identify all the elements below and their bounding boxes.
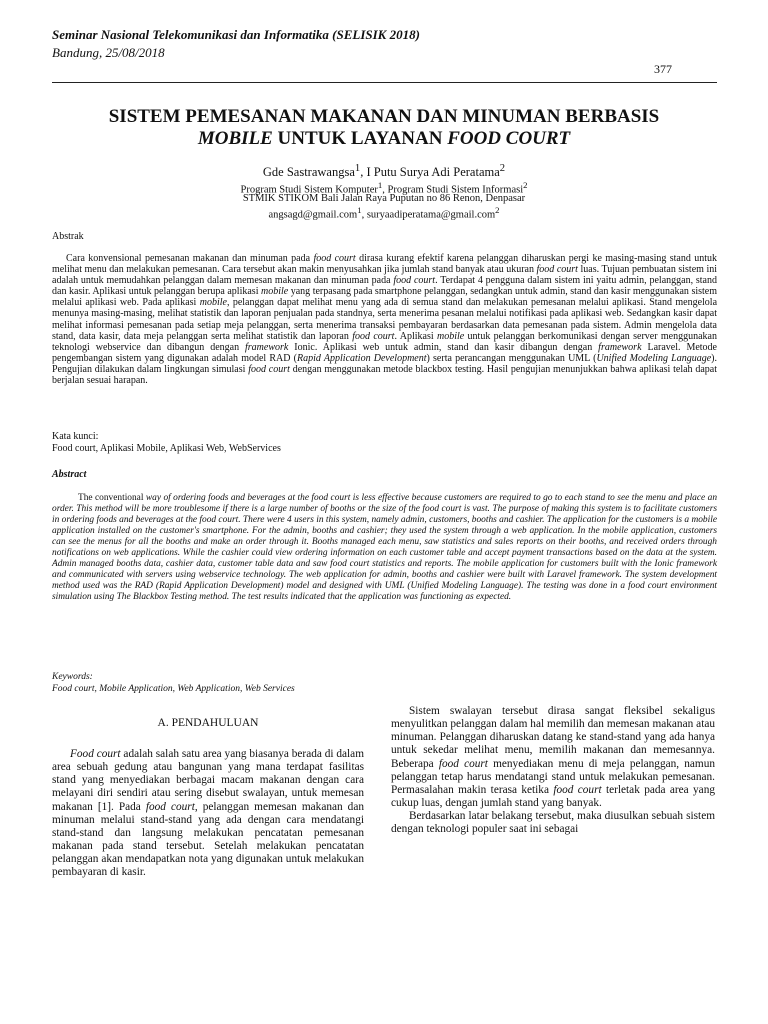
abstrak-italic: mobile: [199, 297, 227, 309]
email-sup1: 1: [357, 205, 362, 215]
keywords-en-label: Keywords:: [52, 672, 93, 682]
abstrak-text: Laravel. Metode pengembangan sistem yang digunakan adalah model RAD (: [52, 341, 717, 364]
abstrak-text: dengan menggunakan metode blackbox testing. Hasil pengujian menunjukkan bahwa aplikasi telah dapat berjalan sesuai harapan.: [52, 363, 717, 387]
running-header-conference: Seminar Nasional Telekomunikasi dan Informatika (SELISIK 2018): [52, 27, 420, 42]
abstrak-text: ). Pengujian dilakukan dalam lingkungan simulasi: [52, 352, 717, 375]
abstrak-italic: food court: [248, 363, 290, 375]
kata-kunci-value: Food court, Aplikasi Mobile, Aplikasi Web, WebServices: [52, 443, 281, 454]
left-italic: food court: [145, 800, 195, 813]
column-left: [52, 748, 364, 880]
abstract-en-lead: The conventional: [78, 493, 144, 503]
abstrak-italic: mobile: [261, 286, 289, 298]
author-2: I Putu Surya Adi Peratama: [366, 165, 500, 180]
title-food-court: FOOD COURT: [447, 128, 571, 149]
left-italic: Food court: [70, 748, 121, 760]
page-number: 377: [654, 62, 672, 76]
abstrak-italic: Rapid Application Development: [297, 352, 427, 364]
author-sep: ,: [360, 165, 367, 180]
email-sup2: 2: [495, 205, 500, 215]
abstrak-italic: food court: [313, 253, 356, 264]
abstrak-italic: Unified Modeling Language: [596, 352, 712, 364]
abstrak-italic: food court: [352, 330, 395, 342]
left-text: , pelanggan memesan makanan dan minuman melalui stand-stand yang ada dengan cara mendatangi stand-stand dan langsung melakukan pencatatan pemesanan makanan pada stand tersebut. Setelah melakukan pencatatan pelanggan akan mendapatkan nota yang digunakan untuk melakukan pembayaran di kasir.: [52, 800, 364, 879]
abstrak-text: luas. Tujuan pembuatan sistem ini adalah untuk memudahkan pelanggan dalam memesan makanan dan minuman pada: [52, 264, 717, 287]
affil-sep: ,: [382, 184, 388, 196]
abstrak-text: Cara konvensional pemesanan makanan dan minuman pada: [66, 253, 314, 264]
author-1: Gde Sastrawangsa: [262, 165, 355, 180]
abstrak-text: untuk pelanggan berkomunikasi dengan server menggunakan teknologi webservice dan dibangun dengan: [52, 330, 717, 353]
abstrak-body: [52, 253, 717, 386]
paper-title-line2: [0, 128, 768, 150]
email-2: suryaadiperatama@gmail.com: [366, 209, 496, 221]
paper-title-line1: SISTEM PEMESANAN MAKANAN DAN MINUMAN BERBASIS: [108, 106, 660, 127]
affil-prog1: Program Studi Sistem Komputer: [240, 184, 378, 196]
abstrak-text: . Aplikasi: [394, 330, 437, 342]
keywords-en-value: Food court, Mobile Application, Web Application, Web Services: [52, 684, 295, 694]
abstrak-italic: framework: [598, 341, 642, 353]
abstrak-text: , pelanggan dapat melihat menu yang ada di semua stand dan melakukan pemesanan melalui aplikasi. Stand mengelola menunya masing-masing, melihat statistik dan laporan penjualan pada standnya, serta menerima pesanan melalui notifikasi pada aplikasi web. Sedangkan kasir dapat melihat informasi pemesanan pada setiap meja pelanggan, serta menerima transaksi pembayaran berdasarkan data pemesanan pada sistem. Admin mengelola data stand, data kasir, data meja pelanggan serta melihat statistik dan laporan: [52, 297, 718, 342]
abstrak-text: ) serta perancangan menggunakan UML (: [426, 352, 597, 364]
email-sep: ,: [361, 209, 367, 221]
running-header-date: Bandung, 25/08/2018: [52, 45, 165, 60]
author-2-sup: 2: [499, 163, 506, 174]
abstrak-italic: mobile: [436, 330, 465, 342]
right-text: Sistem swalayan tersebut dirasa sangat fleksibel sekaligus menyulitkan pelanggan dalam hal memilih dan memesan makanan atau minuman. Pelanggan diharuskan datang ke stand-stand yang ada hanya untuk sekedar melihat menu, memilih makanan dan memesannya. Beberapa: [391, 705, 715, 770]
right-italic: food court: [438, 757, 488, 770]
abstract-en-body: [52, 493, 717, 603]
affil-sup1: 1: [377, 180, 383, 190]
abstrak-italic: framework: [245, 341, 289, 353]
author-1-sup: 1: [354, 163, 361, 174]
section-heading: A. PENDAHULUAN: [157, 717, 259, 729]
affiliation-address: STMIK STIKOM Bali Jalan Raya Puputan no 86 Renon, Denpasar: [242, 193, 526, 204]
title-mid: UNTUK LAYANAN: [272, 128, 448, 149]
left-text: adalah salah satu area yang biasanya berada di dalam area sebuah gedung atau bangunan yang mana terdapat fasilitas stand yang menyediakan berbagai macam makanan dengan cara melayani diri sendiri atau sering disebut swalayan, untuk memesan makanan [1]. Pada: [52, 748, 364, 813]
affiliation-emails: [0, 205, 768, 221]
abstract-en-label: Abstract: [52, 469, 87, 480]
right-paragraph-2: Berdasarkan latar belakang tersebut, maka diusulkan sebuah sistem dengan teknologi populer saat ini sebagai: [391, 810, 715, 836]
abstrak-text: . Terdapat 4 pengguna dalam sistem ini yaitu admin, pelanggan, stand dan kasir. Aplikasi untuk pelanggan berupa aplikasi: [52, 275, 717, 298]
abstrak-text: yang terpasang pada smartphone pelanggan, sedangkan untuk admin, stand dan kasir menggunakan sistem melalui aplikasi web. Pada aplikasi: [52, 286, 717, 309]
right-paragraph-1: [391, 705, 715, 810]
title-mobile: MOBILE: [197, 128, 273, 149]
kata-kunci-label: Kata kunci:: [52, 431, 99, 442]
right-italic: food court: [553, 783, 602, 796]
affil-sup2: 2: [523, 180, 528, 190]
column-right: [391, 705, 715, 837]
abstrak-label: Abstrak: [52, 231, 84, 242]
abstrak-text: Ionic. Aplikasi web untuk admin, stand dan kasir dibangun dengan: [288, 341, 599, 353]
header-rule: [52, 82, 717, 83]
affil-prog2: Program Studi Sistem Informasi: [387, 184, 524, 196]
email-1: angsagd@gmail.com: [268, 209, 358, 221]
left-paragraph: [52, 748, 364, 880]
right-text: menyediakan menu di meja pelanggan, namun pelanggan tetap harus mendatangi stand untuk melakukan pemesanan. Permasalahan makin terasa ketika: [391, 757, 715, 796]
right-text: terletak pada area yang cukup luas, dengan jumlah stand yang banyak.: [391, 783, 715, 810]
abstrak-text: dirasa kurang efektif karena pelanggan diharuskan pergi ke masing-masing stand untuk melihat menu dan melakukan pemesanan. Cara tersebut akan makin menyusahkan jika jumlah stand banyak atau ukuran: [52, 253, 718, 276]
abstrak-italic: food court: [393, 275, 436, 287]
abstract-en-text: way of ordering foods and beverages at the food court is less effective because customers are required to go to each stand to see the menu and place an order. This method will be more troublesome if there is a large number of booths or the size of the food court is vast. The purpose of making this system is to facilitate customers in ordering foods and beverages at the food court. There were 4 users in this system, namely admin, customers, booths and cashier. The application for the customers is a mobile application installed on the customer's smartphone. For the admin, booths and cashier; they used the system through a web application. In the mobile application, customers can see the menus for all the booths and make an order through it. Booths managed each menu, saw statistics and sales reports on their booths, and received orders through notifications on web applications. While the cashier could view ordering information on each customer table and accept payment transactions based on the data at the system. Admin managed booths data, cashier data, customer table data and saw food court statistics and reports. The mobile application for customers built with the Ionic framework and communicated with servers using webservice technology. The web application for admin, booths and cashier were built with Laravel framework. The system development method used was the RAD (Rapid Application Development) model and designed with UML (Unified Modeling Language). The testing was done in a food court environment simulation using The Blackbox Testing method. The test results indicated that the application was functioning as expected.: [52, 493, 718, 603]
author-list: [0, 163, 768, 180]
abstrak-italic: food court: [536, 264, 578, 276]
